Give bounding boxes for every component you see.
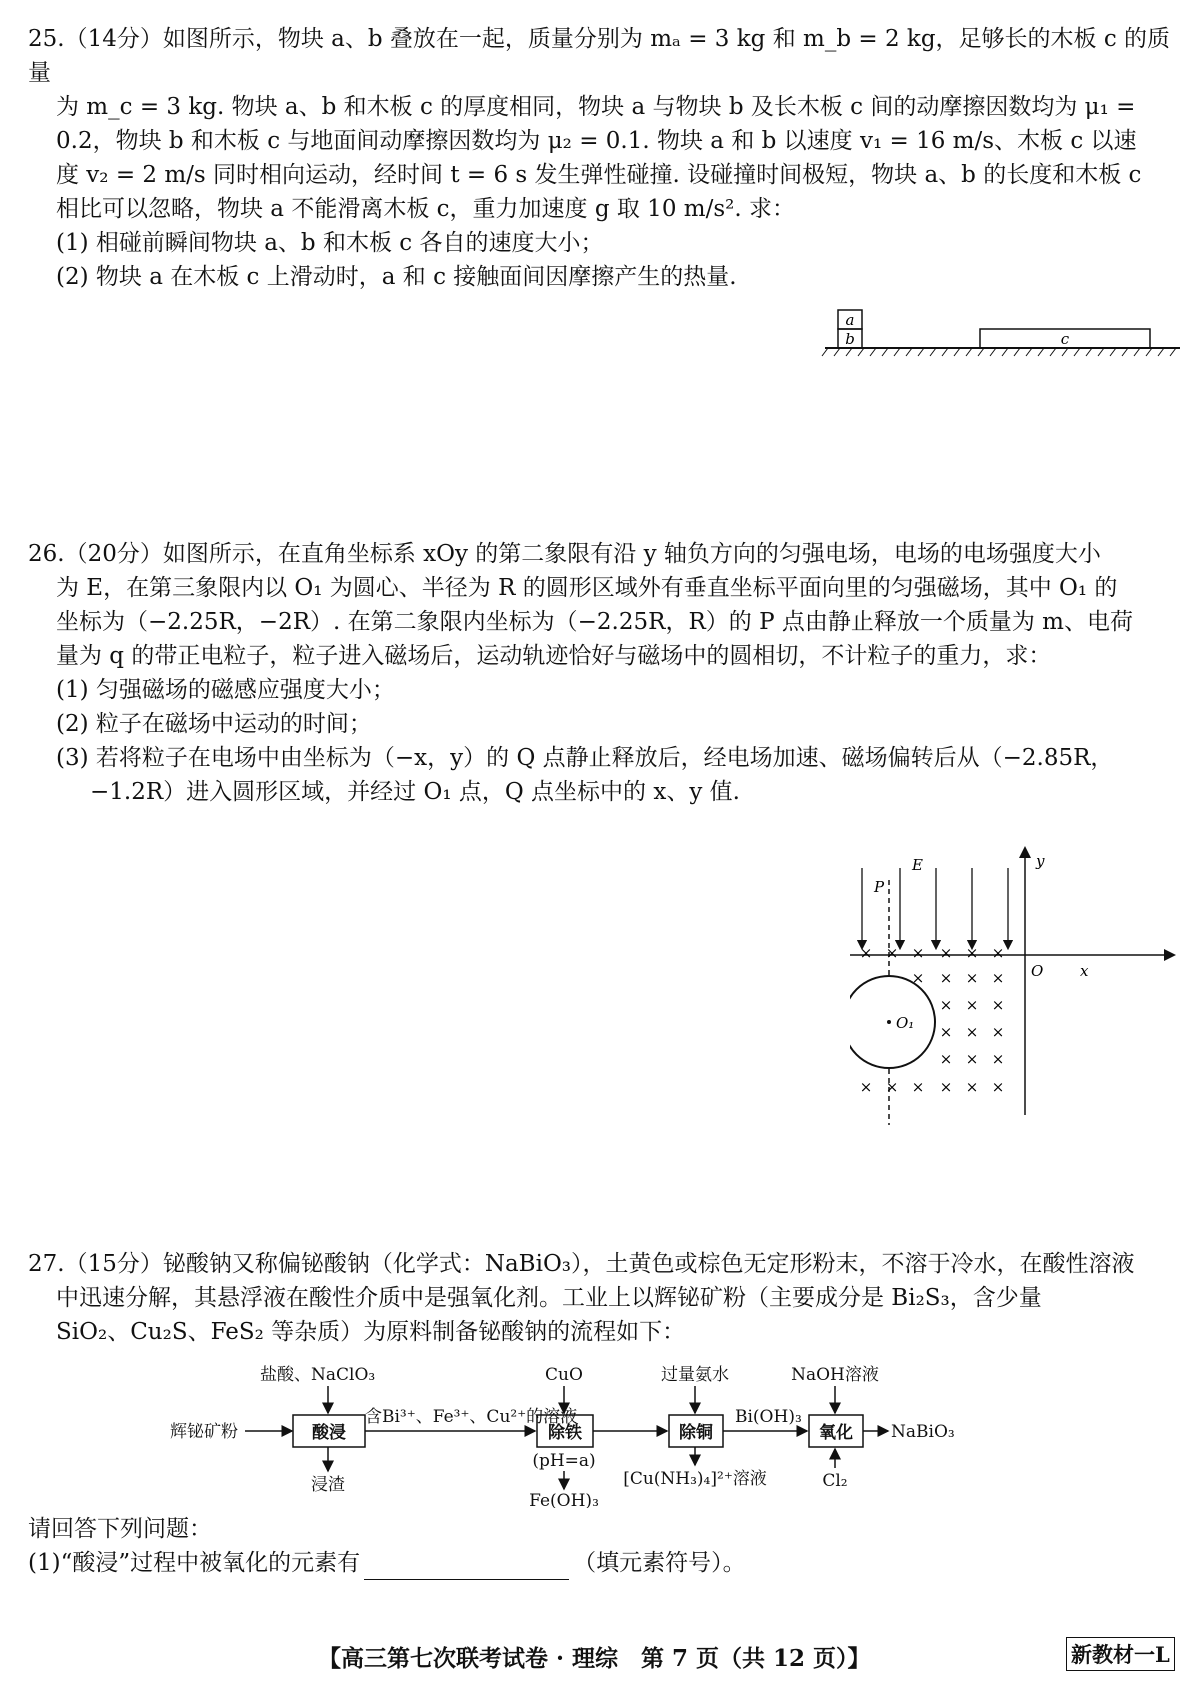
point-p-label: P	[874, 878, 885, 896]
question-27	[28, 1247, 1178, 1349]
field-cross: ×	[911, 969, 925, 987]
field-cross: ×	[939, 944, 953, 962]
q27-part-1-note: （填元素符号）。	[573, 1550, 746, 1576]
field-cross: ×	[965, 1078, 979, 1096]
flow-waste-2: Fe(OH)₃	[529, 1491, 599, 1508]
flow-reagent-2: CuO	[545, 1365, 583, 1385]
q26-part-3: (3) 若将粒子在电场中由坐标为（−x，y）的 Q 点静止释放后，经电场加速、磁场偏转后从（−2.85R，	[56, 745, 1114, 771]
label-c: c	[1060, 330, 1070, 348]
axis-label-x: x	[1080, 962, 1089, 980]
q25-part-2: (2) 物块 a 在木板 c 上滑动时，a 和 c 接触面间因摩擦产生的热量.	[56, 264, 737, 290]
q25-line-2: 为 m_c = 3 kg. 物块 a、b 和木板 c 的厚度相同，物块 a 与物块 b 及长木板 c 间的动摩擦因数均为 μ₁ =	[56, 94, 1136, 120]
q27-line-2: 中迅速分解，其悬浮液在酸性介质中是强氧化剂。工业上以辉铋矿粉（主要成分是 Bi₂S₃，含少量	[56, 1285, 1042, 1311]
flow-output: NaBiO₃	[891, 1422, 955, 1442]
flow-reagent-3: 过量氨水	[661, 1365, 729, 1385]
flow-box-2-label: 除铁	[548, 1423, 582, 1443]
label-a: a	[845, 311, 855, 329]
footer-tag: 新教材一L	[1066, 1637, 1175, 1671]
flow-reagent-5: Cl₂	[822, 1471, 848, 1491]
field-cross: ×	[991, 996, 1005, 1014]
field-cross: ×	[939, 996, 953, 1014]
q25-part-1: (1) 相碰前瞬间物块 a、b 和木板 c 各自的速度大小；	[56, 230, 604, 256]
q25-line-5: 相比可以忽略，物块 a 不能滑离木板 c，重力加速度 g 取 10 m/s². 求：	[56, 196, 795, 222]
field-cross: ×	[939, 1023, 953, 1041]
flow-ph: (pH=a)	[532, 1451, 596, 1471]
q27-questions	[28, 1512, 1178, 1580]
q26-line-3: 坐标为（−2.25R，−2R）. 在第二象限内坐标为（−2.25R，R）的 P 点由静止释放一个质量为 m、电荷	[56, 609, 1133, 635]
q25-line-1: 25.（14分）如图所示，物块 a、b 叠放在一起，质量分别为 mₐ = 3 kg 和 m_b = 2 kg，足够长的木板 c 的质量	[28, 26, 1171, 86]
flow-box-4-label: 氧化	[819, 1423, 853, 1443]
field-cross: ×	[991, 1078, 1005, 1096]
field-cross: ×	[939, 1078, 953, 1096]
question-26	[28, 537, 1178, 809]
flow-box-1-label: 酸浸	[312, 1423, 346, 1443]
q25-line-4: 度 v₂ = 2 m/s 同时相向运动，经时间 t = 6 s 发生弹性碰撞. 设碰撞时间极短，物块 a、b 的长度和木板 c	[56, 162, 1142, 188]
q25-line-3: 0.2，物块 b 和木板 c 与地面间动摩擦因数均为 μ₂ = 0.1. 物块 a 和 b 以速度 v₁ = 16 m/s、木板 c 以速	[56, 128, 1137, 154]
q26-line-2: 为 E，在第三象限内以 O₁ 为圆心、半径为 R 的圆形区域外有垂直坐标平面向里的匀强磁场，其中 O₁ 的	[56, 575, 1118, 601]
q26-part-1: (1) 匀强磁场的磁感应强度大小；	[56, 677, 395, 703]
field-cross: ×	[859, 1078, 873, 1096]
flow-reagent-4: NaOH溶液	[791, 1365, 879, 1385]
q27-part-1-text: (1)“酸浸”过程中被氧化的元素有	[28, 1550, 361, 1576]
origin-label: O	[1031, 962, 1044, 980]
q25-figure	[820, 300, 1185, 360]
flow-box-3-label: 除铜	[679, 1423, 713, 1443]
axis-label-y: y	[1036, 852, 1045, 870]
flow-reagent-1: 盐酸、NaClO₃	[260, 1365, 376, 1385]
field-cross: ×	[911, 944, 925, 962]
circle-region	[850, 976, 935, 1068]
field-cross: ×	[859, 944, 873, 962]
center-o1	[887, 1020, 891, 1024]
q27-ask: 请回答下列问题：	[28, 1516, 212, 1542]
flow-waste-1: 浸渣	[311, 1475, 345, 1495]
field-cross: ×	[991, 944, 1005, 962]
q26-line-1: 26.（20分）如图所示，在直角坐标系 xOy 的第二象限有沿 y 轴负方向的匀强电场，电场的电场强度大小	[28, 541, 1101, 567]
field-cross: ×	[965, 969, 979, 987]
field-cross: ×	[939, 969, 953, 987]
question-25	[28, 22, 1178, 294]
answer-blank[interactable]	[364, 1555, 569, 1580]
q27-part-1	[28, 1546, 1178, 1580]
flow-waste-3: [Cu(NH₃)₄]²⁺溶液	[623, 1469, 767, 1489]
q26-part-3-cont: −1.2R）进入圆形区域，并经过 O₁ 点，Q 点坐标中的 x、y 值.	[90, 779, 740, 805]
field-cross: ×	[991, 969, 1005, 987]
field-cross: ×	[965, 1050, 979, 1068]
field-cross: ×	[991, 1023, 1005, 1041]
q26-figure	[850, 840, 1180, 1130]
q26-part-2: (2) 粒子在磁场中运动的时间；	[56, 711, 372, 737]
flow-input: 辉铋矿粉	[170, 1422, 238, 1442]
field-cross: ×	[911, 1078, 925, 1096]
q27-line-3: SiO₂、Cu₂S、FeS₂ 等杂质）为原料制备铋酸钠的流程如下：	[56, 1319, 686, 1345]
field-label-e: E	[912, 856, 923, 874]
field-cross: ×	[991, 1050, 1005, 1068]
label-b: b	[845, 330, 855, 348]
field-cross: ×	[965, 996, 979, 1014]
field-cross: ×	[939, 1050, 953, 1068]
field-cross: ×	[885, 1078, 899, 1096]
field-cross: ×	[965, 944, 979, 962]
flow-arrow-1-label: 含Bi³⁺、Fe³⁺、Cu²⁺的溶液	[365, 1407, 578, 1427]
center-o1-label: O₁	[896, 1014, 915, 1032]
flowchart	[150, 1358, 1050, 1508]
field-cross: ×	[885, 944, 899, 962]
footer-title: 【高三第七次联考试卷 · 理综 第 7 页（共 12 页）】	[318, 1645, 871, 1672]
field-cross: ×	[965, 1023, 979, 1041]
flow-arrow-3-label: Bi(OH)₃	[735, 1407, 802, 1427]
q26-line-4: 量为 q 的带正电粒子，粒子进入磁场后，运动轨迹恰好与磁场中的圆相切，不计粒子的重力，求：	[56, 643, 1052, 669]
q27-line-1: 27.（15分）铋酸钠又称偏铋酸钠（化学式：NaBiO₃），土黄色或棕色无定形粉末，不溶于冷水，在酸性溶液	[28, 1251, 1135, 1277]
